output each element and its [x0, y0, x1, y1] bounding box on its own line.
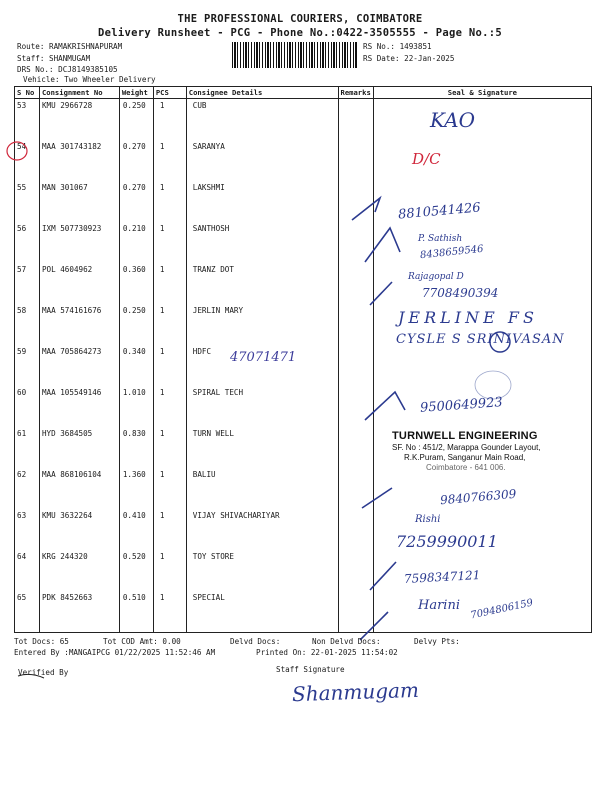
pen-stroke: [365, 228, 400, 262]
route-value: RAMAKRISHNAPURAM: [49, 42, 123, 51]
col-weight: Weight: [119, 87, 153, 99]
pen-stroke: [370, 562, 396, 590]
cell-consignment: IXM 507730923: [39, 222, 119, 263]
name-r63: Rishi: [415, 514, 441, 525]
cell-consignment: MAA 574161676: [39, 304, 119, 345]
col-consignment: Consignment No: [39, 87, 119, 99]
pen-stroke: [365, 392, 405, 420]
cell-consignment: KMU 2966728: [39, 99, 119, 141]
cell-consignee: TRANZ DOT: [186, 263, 338, 304]
route-label: Route:: [17, 42, 45, 51]
cell-weight: 1.010: [119, 386, 153, 427]
cell-consignee: JERLIN MARY: [186, 304, 338, 345]
note-r59: 47071471: [230, 350, 297, 365]
cell-sno: 65: [15, 591, 40, 633]
col-consignee: Consignee Details: [186, 87, 338, 99]
cell-sno: 57: [15, 263, 40, 304]
phone-r64: 7598347121: [403, 568, 481, 586]
cell-weight: 0.520: [119, 550, 153, 591]
cell-sno: 63: [15, 509, 40, 550]
cell-consignee: VIJAY SHIVACHARIYAR: [186, 509, 338, 550]
cell-pcs: 1: [153, 181, 186, 222]
cell-pcs: 1: [153, 263, 186, 304]
cell-pcs: 1: [153, 591, 186, 633]
cell-sno: 59: [15, 345, 40, 386]
cell-pcs: 1: [153, 386, 186, 427]
cell-consignment: MAN 301067: [39, 181, 119, 222]
cell-consignment: MAA 105549146: [39, 386, 119, 427]
cell-consignment: MAA 301743182: [39, 140, 119, 181]
cell-weight: 0.510: [119, 591, 153, 633]
cell-consignee: HDFC: [186, 345, 338, 386]
cell-consignment: MAA 868106104: [39, 468, 119, 509]
rs-date-value: 22-Jan-2025: [404, 54, 455, 63]
phone-r57: 7708490394: [422, 286, 499, 300]
cell-pcs: 1: [153, 550, 186, 591]
phone-r56: 8438659546: [419, 243, 485, 262]
cell-sno: 62: [15, 468, 40, 509]
runsheet-subtitle: Delivery Runsheet - PCG - Phone No.:0422-3505555 - Page No.:5: [98, 27, 502, 39]
cell-weight: 0.360: [119, 263, 153, 304]
cell-consignee: TURN WELL: [186, 427, 338, 468]
name-r58: JERLINE FS: [398, 308, 538, 327]
cell-consignment: MAA 705864273: [39, 345, 119, 386]
cell-consignee: TOY STORE: [186, 550, 338, 591]
phone-r65: 7094806159: [469, 597, 535, 622]
cell-pcs: 1: [153, 509, 186, 550]
rs-date-label: RS Date:: [363, 54, 400, 63]
stamp-line3: Coimbatore - 641 006.: [426, 463, 506, 472]
delvy-pts: Delvy Pts:: [414, 637, 460, 646]
cell-consignment: POL 4604962: [39, 263, 119, 304]
cell-pcs: 1: [153, 304, 186, 345]
cell-consignee: SPIRAL TECH: [186, 386, 338, 427]
pen-stroke: [370, 282, 392, 305]
cell-sno: 60: [15, 386, 40, 427]
cell-weight: 0.410: [119, 509, 153, 550]
staff-signature: Shanmugam: [291, 677, 420, 707]
cell-sno: 56: [15, 222, 40, 263]
signature-r53: KAO: [430, 108, 475, 132]
cell-weight: 0.250: [119, 304, 153, 345]
vehicle-label: Vehicle:: [23, 75, 60, 84]
stamp-line2: R.K.Puram, Sanganur Main Road,: [404, 453, 526, 462]
cell-pcs: 1: [153, 468, 186, 509]
stamp-title: TURNWELL ENGINEERING: [392, 430, 538, 442]
cell-sno: 54: [15, 140, 40, 181]
cell-weight: 0.830: [119, 427, 153, 468]
tot-docs: Tot Docs: 65: [14, 637, 69, 646]
cell-sno: 55: [15, 181, 40, 222]
phone-r63: 7259990011: [396, 532, 498, 551]
cell-consignee: BALIU: [186, 468, 338, 509]
cell-pcs: 1: [153, 427, 186, 468]
cell-consignee: LAKSHMI: [186, 181, 338, 222]
stamp-line1: SF. No : 451/2, Marappa Gounder Layout,: [392, 443, 541, 452]
cell-weight: 0.210: [119, 222, 153, 263]
cell-sno: 61: [15, 427, 40, 468]
cell-pcs: 1: [153, 345, 186, 386]
col-remarks: Remarks: [338, 87, 373, 99]
name-r57: Rajagopal D: [408, 272, 464, 282]
drs-value: DCJ8149385105: [58, 65, 118, 74]
cell-consignee: SANTHOSH: [186, 222, 338, 263]
verified-by: Verified By: [18, 668, 69, 677]
rs-no-value: 1493851: [399, 42, 432, 51]
col-sno: S No: [15, 87, 40, 99]
cell-weight: 0.340: [119, 345, 153, 386]
cell-weight: 0.270: [119, 140, 153, 181]
phone-r62: 9840766309: [439, 486, 517, 508]
tot-cod-amt: Tot COD Amt: 0.00: [103, 637, 181, 646]
cell-weight: 1.360: [119, 468, 153, 509]
cell-consignee: CUB: [186, 99, 338, 141]
col-pcs: PCS: [153, 87, 186, 99]
name-r58b: CYSLE S SRINIVASAN: [396, 332, 565, 347]
pen-stroke: [362, 488, 392, 508]
company-title: THE PROFESSIONAL COURIERS, COIMBATORE: [177, 13, 423, 25]
drs-label: DRS No.:: [17, 65, 54, 74]
cell-pcs: 1: [153, 222, 186, 263]
cell-weight: 0.270: [119, 181, 153, 222]
staff-signature-label: Staff Signature: [276, 665, 345, 674]
non-delvd-docs: Non Delvd Docs:: [312, 637, 381, 646]
cell-weight: 0.250: [119, 99, 153, 141]
cell-sno: 53: [15, 99, 40, 141]
cell-sno: 64: [15, 550, 40, 591]
cell-consignee: SARANYA: [186, 140, 338, 181]
cell-pcs: 1: [153, 99, 186, 141]
company-stamp: [392, 430, 592, 472]
cell-pcs: 1: [153, 140, 186, 181]
cell-sno: 58: [15, 304, 40, 345]
remark-r54: D/C: [412, 150, 441, 168]
row-circle-mark: [7, 142, 27, 160]
entered-by: Entered By :MANGAIPCG 01/22/2025 11:52:46 AM: [14, 648, 216, 657]
col-seal-signature: Seal & Signature: [373, 87, 591, 99]
phone-r55: 8810541426: [397, 200, 482, 223]
delvd-docs: Delvd Docs:: [230, 637, 281, 646]
name-r65: Harini: [418, 598, 460, 613]
cell-consignee: SPECIAL: [186, 591, 338, 633]
staff-value: SHANMUGAM: [49, 54, 91, 63]
phone-r60: 9500649923: [419, 395, 504, 416]
printed-on: Printed On: 22-01-2025 11:54:02: [256, 648, 398, 657]
cell-consignment: PDK 8452663: [39, 591, 119, 633]
cell-consignment: KMU 3632264: [39, 509, 119, 550]
cell-consignment: KRG 244320: [39, 550, 119, 591]
cell-consignment: HYD 3684505: [39, 427, 119, 468]
pen-stroke: [352, 198, 380, 220]
pen-stroke: [360, 612, 388, 640]
name-r56: P. Sathish: [418, 234, 463, 244]
staff-label: Staff:: [17, 54, 45, 63]
rs-no-label: RS No.:: [363, 42, 396, 51]
vehicle-value: Two Wheeler Delivery: [64, 75, 156, 84]
